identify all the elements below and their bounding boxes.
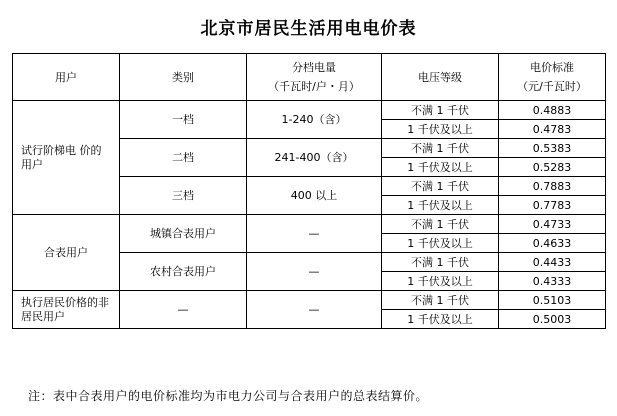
- category-rural: 农村合表用户: [120, 253, 247, 291]
- voltage-cell: 1 千伏及以上: [382, 310, 499, 329]
- price-cell: 0.7783: [499, 196, 606, 215]
- tariff-table: [12, 53, 606, 329]
- table-row: [13, 291, 606, 310]
- header-price-title: 电价标准: [530, 61, 574, 74]
- category-tier3: 三档: [120, 177, 247, 215]
- range-urban: —: [247, 215, 382, 253]
- group-nonresident: 执行居民价格的非居民用户: [13, 291, 120, 329]
- price-cell: 0.5003: [499, 310, 606, 329]
- voltage-cell: 不满 1 千伏: [382, 215, 499, 234]
- price-cell: 0.5283: [499, 158, 606, 177]
- price-cell: 0.4433: [499, 253, 606, 272]
- voltage-cell: 不满 1 千伏: [382, 253, 499, 272]
- range-tier2: 241-400（含）: [247, 139, 382, 177]
- price-cell: 0.4783: [499, 120, 606, 139]
- range-tier1: 1-240（含）: [247, 101, 382, 139]
- range-nonresident: —: [247, 291, 382, 329]
- voltage-cell: 1 千伏及以上: [382, 196, 499, 215]
- voltage-cell: 1 千伏及以上: [382, 158, 499, 177]
- group-combined: 合表用户: [13, 215, 120, 291]
- category-urban: 城镇合表用户: [120, 215, 247, 253]
- price-cell: 0.4633: [499, 234, 606, 253]
- voltage-cell: 不满 1 千伏: [382, 177, 499, 196]
- price-cell: 0.5383: [499, 139, 606, 158]
- table-row: [13, 215, 606, 234]
- group-tiered: 试行阶梯电 价的用户: [13, 101, 120, 215]
- page-title: 北京市居民生活用电电价表: [200, 19, 417, 39]
- category-nonresident: —: [120, 291, 247, 329]
- header-price-unit: （元/千瓦时）: [517, 80, 587, 93]
- voltage-cell: 不满 1 千伏: [382, 291, 499, 310]
- price-cell: 0.4883: [499, 101, 606, 120]
- range-rural: —: [247, 253, 382, 291]
- header-price: [499, 54, 606, 101]
- voltage-cell: 1 千伏及以上: [382, 272, 499, 291]
- price-cell: 0.4733: [499, 215, 606, 234]
- price-cell: 0.5103: [499, 291, 606, 310]
- category-tier1: 一档: [120, 101, 247, 139]
- price-cell: 0.4333: [499, 272, 606, 291]
- range-tier3: 400 以上: [247, 177, 382, 215]
- category-tier2: 二档: [120, 139, 247, 177]
- table-header-row: [13, 54, 606, 101]
- voltage-cell: 不满 1 千伏: [382, 101, 499, 120]
- header-tier-unit: （千瓦时/户・月）: [268, 80, 360, 93]
- header-user: 用户: [13, 54, 120, 101]
- price-cell: 0.7883: [499, 177, 606, 196]
- header-category: 类别: [120, 54, 247, 101]
- header-tier-title: 分档电量: [292, 61, 336, 74]
- voltage-cell: 不满 1 千伏: [382, 139, 499, 158]
- voltage-cell: 1 千伏及以上: [382, 120, 499, 139]
- header-tier: [247, 54, 382, 101]
- header-voltage: 电压等级: [382, 54, 499, 101]
- table-row: [13, 101, 606, 120]
- footnote: 注：表中合表用户的电价标准均为市电力公司与合表用户的总表结算价。: [28, 389, 429, 403]
- voltage-cell: 1 千伏及以上: [382, 234, 499, 253]
